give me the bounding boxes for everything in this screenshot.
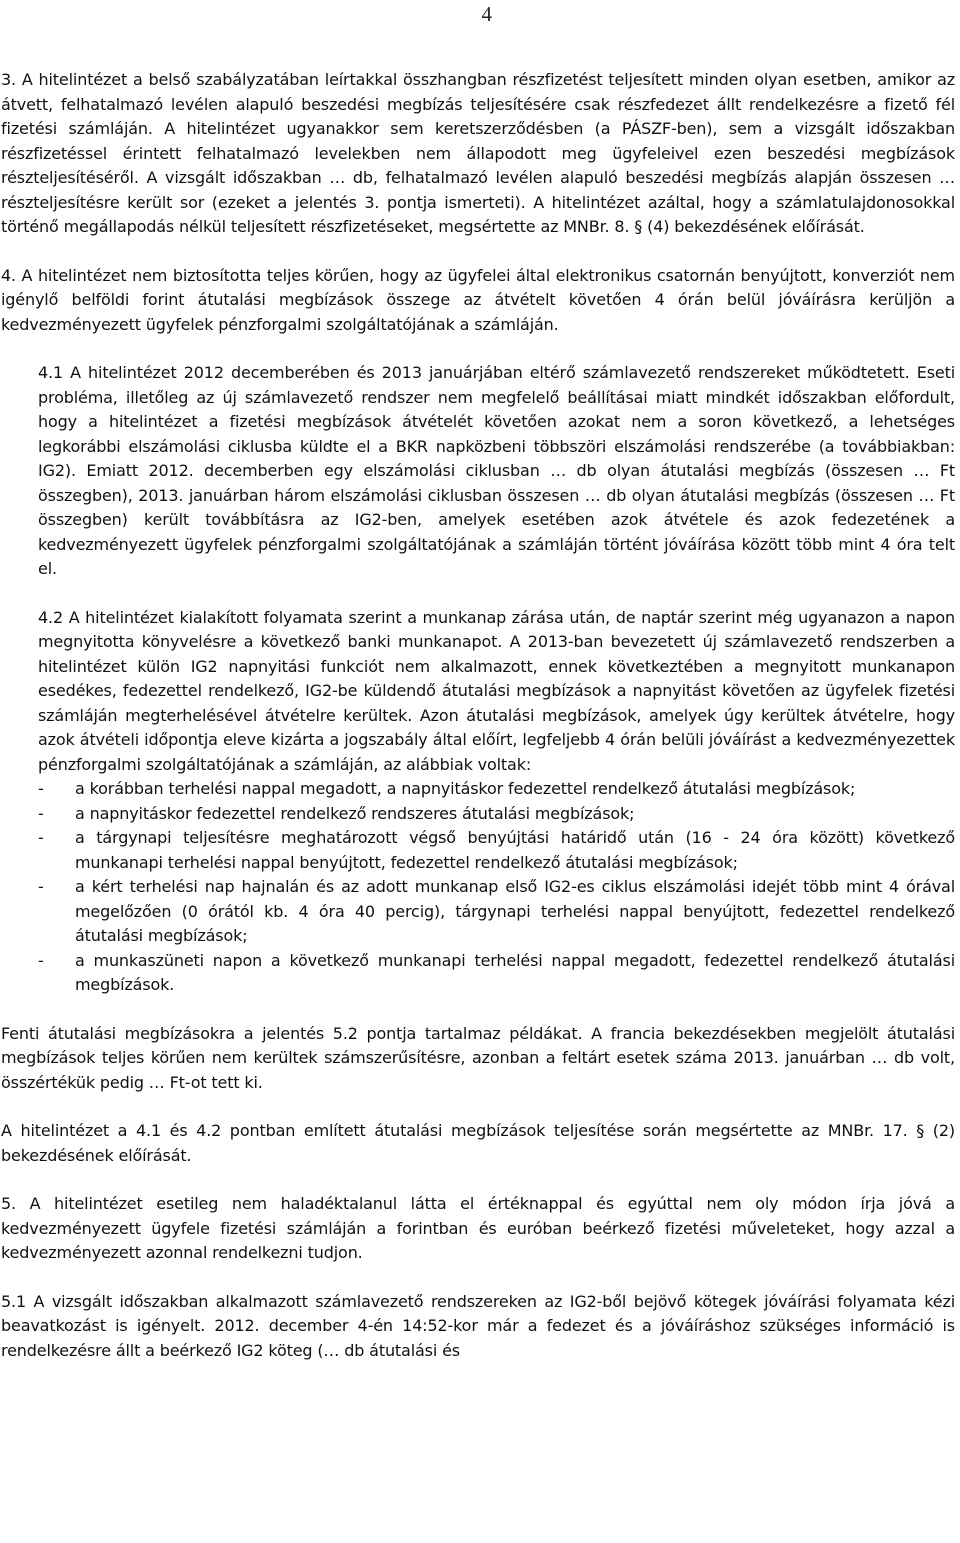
page-number: 4 [481,2,492,26]
paragraph-5-1: 5.1 A vizsgált időszakban alkalmazott számlavezető rendszereken az IG2-ből bejövő kötegek jóváírási folyamata kézi beavatkozást is igényelt. 2012. december 4-én 14:52-kor már a fedezet és a jóváíráshoz szükséges információ is rendelkezésre állt a beérkező IG2 köteg (… db átutalási és [1,1291,955,1360]
document-body [1,68,955,1363]
list-item: - a munkaszüneti napon a következő munkanapi terhelési nappal megadott, fedezettel rendelkező átutalási megbízások. [1,949,955,998]
paragraph-4-2: 4.2 A hitelintézet kialakított folyamata szerint a munkanap zárása után, de naptár szerint még ugyanazon a napon megnyitotta könyvelésre a következő banki munkanapot. A 2013-ban bevezetett új számlavezető rendszerben a hitelintézet külön IG2 napnyitási funkciót nem alkalmazott, ennek következtében a megnyitott munkanapon esedékes, fedezettel rendelkező, IG2-be küldendő átutalási megbízások a napnyitást követően az ügyfelek fizetési számláján megterhelésével átvételre kerültek. Azon átutalási megbízások, amelyek úgy kerültek átvételre, hogy azok átvételi időpontja eleve kizárta a jogszabály által előírt, legfeljebb 4 órán belüli jóváírást a kedvezményezettek pénzforgalmi szolgáltatójának a számláján, az alábbiak voltak: [38,607,955,774]
paragraph-conclusion: A hitelintézet a 4.1 és 4.2 pontban említett átutalási megbízások teljesítése során megsértette az MNBr. 17. § (2) bekezdésének előírását. [1,1121,955,1165]
paragraph-4-1: 4.1 A hitelintézet 2012 decemberében és 2013 januárjában eltérő számlavezető rendszereket működtetett. Eseti probléma, illetőleg az új számlavezető rendszer nem megfelelő beállításai miatt mindkét időszakban előfordult, hogy a hitelintézet a fizetési megbízások átvételét követően azokat nem a soron következő, a lehetséges legkorábbi elszámolási ciklusba küldte el a BKR napközbeni többszöri elszámolási rendszerébe (a továbbiakban: IG2). Emiatt 2012. decemberben egy elszámolási ciklusban … db olyan átutalási megbízás (összesen … Ft összegben), 2013. januárban három elszámolási ciklusban összesen … db olyan átutalási megbízás (összesen … Ft összegben) került továbbításra az IG2-ben, amelyek esetében azok átvétele és azok fedezetének a kedvezményezett ügyfelek pénzforgalmi szolgáltatójának a számláján történt jóváírása között több mint 4 óra telt el. [38,363,955,578]
dash-list-4-2 [1,777,955,998]
paragraph-5: 5. A hitelintézet esetileg nem haladéktalanul látta el értéknappal és egyúttal nem oly módon írja jóvá a kedvezményezett ügyfele fizetési számláján a forintban és euróban beérkező fizetési műveleteket, hogy azzal a kedvezményezett azonnal rendelkezni tudjon. [1,1194,955,1262]
list-item: - a tárgynapi teljesítésre meghatározott végső benyújtási határidő után (16 - 24 óra között) következő munkanapi terhelési nappal benyújtott, fedezettel rendelkező átutalási megbízások; [1,826,955,875]
paragraph-4: 4. A hitelintézet nem biztosította teljes körűen, hogy az ügyfelei által elektronikus csatornán benyújtott, konverziót nem igénylő belföldi forint átutalási megbízások összege az átvételt követően 4 órán belül jóváírásra kerüljön a kedvezményezett ügyfelek pénzforgalmi szolgáltatójának a számláján. [1,265,955,334]
paragraph-3: 3. A hitelintézet a belső szabályzatában leírtakkal összhangban részfizetést teljesített minden olyan esetben, amikor az átvett, felhatalmazó levélen alapuló beszedési megbízás teljesítésére csak részfedezet állt rendelkezésre a fizető fél fizetési számláján. A hitelintézet ugyanakkor sem keretszerződésben (a PÁSZF-ben), sem a vizsgált időszakban részfizetéssel érintett felhatalmazó levelekben nem állapodott meg ügyfeleivel ezen beszedési megbízások részteljesítéséről. A vizsgált időszakban … db, felhatalmazó levélen alapuló beszedési megbízás alapján összesen … részteljesítésre került sor (ezeket a jelentés 3. pontja ismerteti). A hitelintézet azáltal, hogy a számlatulajdonosokkal történő megállapodás nélkül teljesített részfizetéseket, megsértette az MNBr. 8. § (4) bekezdésének előírását. [1,70,955,236]
paragraph-examples: Fenti átutalási megbízásokra a jelentés 5.2 pontja tartalmaz példákat. A francia bekezdésekben megjelölt átutalási megbízások teljes körűen nem kerültek számszerűsítésre, azonban a feltárt esetek száma 2013. januárban … db volt, összértékük pedig … Ft-ot tett ki. [1,1023,955,1092]
list-item: - a napnyitáskor fedezettel rendelkező rendszeres átutalási megbízások; [1,802,955,827]
list-item: - a kért terhelési nap hajnalán és az adott munkanap első IG2-es ciklus elszámolási idejét több mint 4 órával megelőzően (0 órától kb. 4 óra 40 percig), tárgynapi terhelési nappal benyújtott, fedezettel rendelkező átutalási megbízások; [1,875,955,949]
list-item: - a korábban terhelési nappal megadott, a napnyitáskor fedezettel rendelkező átutalási megbízások; [1,777,955,802]
